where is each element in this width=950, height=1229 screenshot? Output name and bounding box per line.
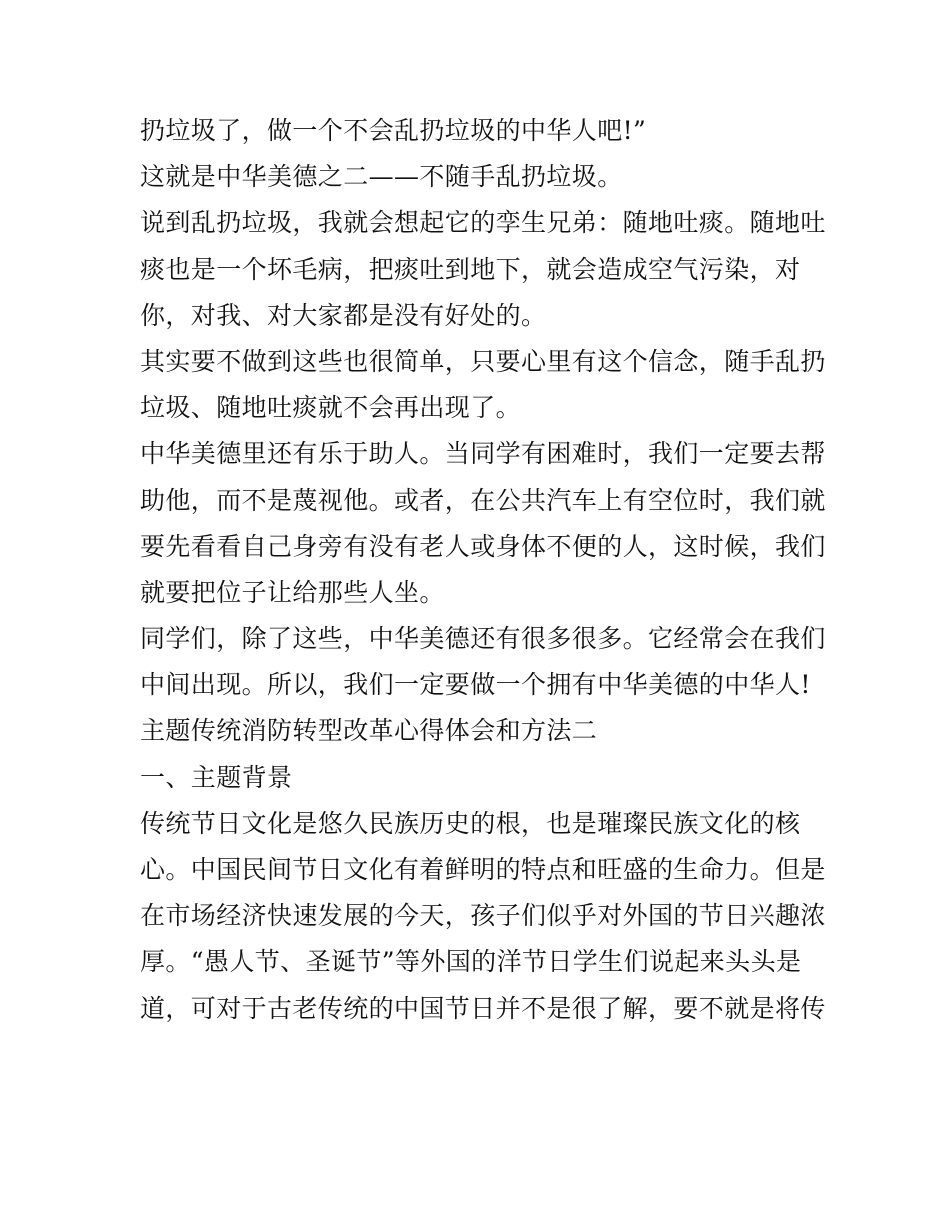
- text-line: 扔垃圾了，做一个不会乱扔垃圾的中华人吧!”: [140, 116, 647, 145]
- text-line: 心。中国民间节日文化有着鲜明的特点和旺盛的生命力。但是: [140, 855, 826, 884]
- text-line: 就要把位子让给那些人坐。: [140, 577, 445, 607]
- document-body: [140, 108, 826, 1032]
- text-line: 中华美德里还有乐于助人。当同学有困难时，我们一定要去帮: [140, 439, 826, 469]
- text-line: 中间出现。所以，我们一定要做一个拥有中华美德的中华人!: [140, 670, 811, 700]
- text-line: 厚。“愚人节、圣诞节”等外国的洋节日学生们说起来头头是: [140, 947, 802, 977]
- text-line: 说到乱扔垃圾，我就会想起它的孪生兄弟：随地吐痰。随地吐: [140, 208, 826, 238]
- text-line: 痰也是一个坏毛病，把痰吐到地下，就会造成空气污染，对: [140, 254, 801, 284]
- text-line: 你，对我、对大家都是没有好处的。: [140, 300, 547, 330]
- text-line: 道，可对于古老传统的中国节日并不是很了解，要不就是将传: [140, 993, 826, 1023]
- text-line: 其实要不做到这些也很简单，只要心里有这个信念，随手乱扔: [140, 346, 826, 376]
- text-line: 传统节日文化是悠久民族历史的根，也是璀璨民族文化的核: [140, 808, 801, 838]
- text-line: 垃圾、随地吐痰就不会再出现了。: [140, 393, 522, 423]
- text-line: 在市场经济快速发展的今天，孩子们似乎对外国的节日兴趣浓: [140, 901, 826, 931]
- section-heading: 主题传统消防转型改革心得体会和方法二: [140, 716, 598, 746]
- text-line: 助他，而不是蔑视他。或者，在公共汽车上有空位时，我们就: [140, 485, 826, 515]
- text-line: 要先看看自己身旁有没有老人或身体不便的人，这时候，我们: [140, 531, 826, 561]
- text-line: 这就是中华美德之二——不随手乱扔垃圾。: [140, 162, 623, 192]
- text-line: 同学们，除了这些，中华美德还有很多很多。它经常会在我们: [140, 624, 826, 654]
- subsection-heading: 一、主题背景: [140, 762, 293, 792]
